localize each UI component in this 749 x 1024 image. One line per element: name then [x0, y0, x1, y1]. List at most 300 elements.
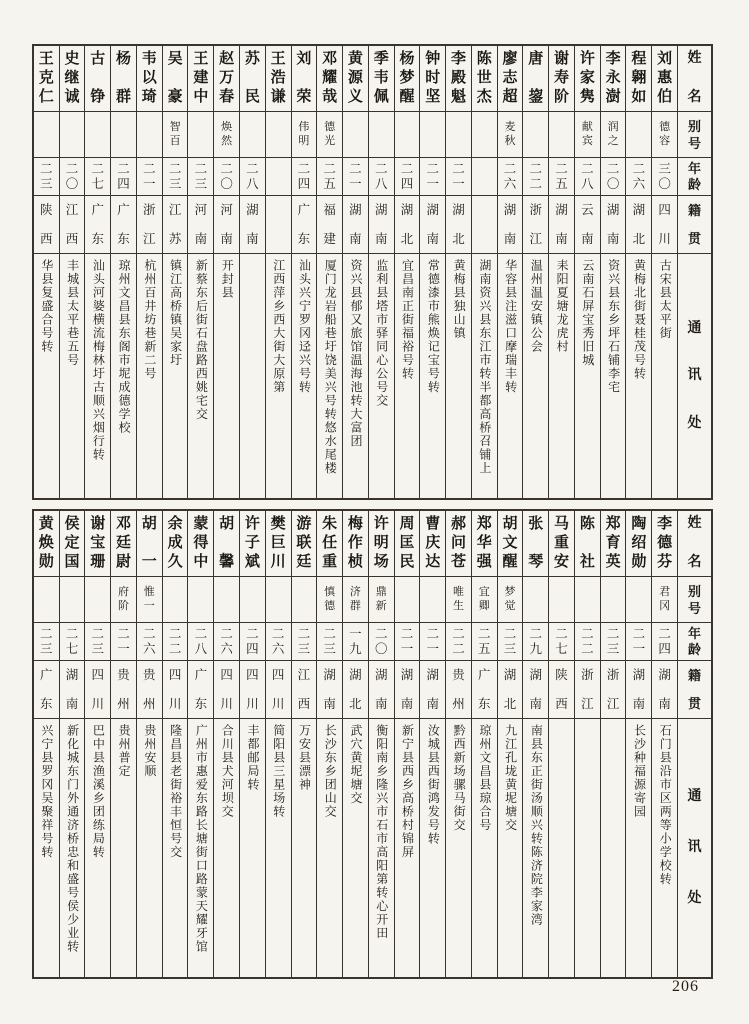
native-cell: 浙 江	[523, 196, 548, 254]
entry-column	[292, 46, 318, 498]
address-text: 湖南资兴县东江市转半都高桥召铺上	[477, 259, 492, 475]
entry-column	[626, 46, 652, 498]
entry-column	[163, 46, 189, 498]
address-cell	[266, 719, 291, 977]
name-cell: 古 铮	[85, 46, 110, 112]
native-cell: 湖 南	[60, 661, 85, 719]
name-cell: 郑 华 强	[472, 511, 497, 577]
address-cell	[34, 254, 59, 498]
name-cell: 胡 一	[137, 511, 162, 577]
native-cell: 湖 南	[652, 661, 677, 719]
address-text: 新蔡东后街石盘路西姚宅交	[194, 259, 209, 421]
age-cell: 二 一	[420, 623, 445, 661]
name-cell: 王 浩 谦	[266, 46, 291, 112]
native-cell: 湖 北	[343, 661, 368, 719]
entry-column	[188, 46, 214, 498]
age-cell: 二 一	[395, 623, 420, 661]
native-cell: 广 东	[111, 196, 136, 254]
native-cell: 江 苏	[163, 196, 188, 254]
address-cell	[188, 254, 213, 498]
alias-cell: 宜 卿	[472, 577, 497, 623]
name-cell: 陶 绍 勋	[626, 511, 651, 577]
entry-column	[652, 46, 678, 498]
address-cell	[523, 719, 548, 977]
address-text: 汝城县西街鸿发号转	[426, 724, 441, 846]
address-cell	[60, 254, 85, 498]
entry-column	[34, 46, 60, 498]
name-cell: 胡 馨	[214, 511, 239, 577]
address-cell	[601, 719, 626, 977]
address-cell	[214, 254, 239, 498]
name-cell: 杨 梦 醒	[395, 46, 420, 112]
name-cell: 黄 焕 勋	[34, 511, 59, 577]
name-cell: 韦 以 琦	[137, 46, 162, 112]
entry-column	[163, 511, 189, 977]
address-cell	[626, 254, 651, 498]
entry-column	[601, 511, 627, 977]
native-cell: 广 东	[34, 661, 59, 719]
address-cell	[626, 719, 651, 977]
address-text: 杭州百井坊巷新二号	[142, 259, 157, 381]
address-cell	[111, 719, 136, 977]
name-cell: 许 家 隽	[575, 46, 600, 112]
address-text: 厦门龙岩船巷圩饶美兴号转悠水尾楼	[323, 259, 338, 475]
native-cell: 湖 南	[317, 661, 342, 719]
native-cell: 湖 南	[420, 196, 445, 254]
address-cell	[317, 719, 342, 977]
address-cell	[85, 719, 110, 977]
address-text: 新宁县西乡高桥村锦屏	[400, 724, 415, 859]
name-cell: 谢 寿 阶	[549, 46, 574, 112]
name-cell: 周 匡 民	[395, 511, 420, 577]
address-cell	[343, 719, 368, 977]
age-cell: 二 二	[163, 623, 188, 661]
address-text: 合川县犬河坝交	[220, 724, 235, 819]
address-cell	[292, 719, 317, 977]
address-cell	[240, 719, 265, 977]
alias-cell	[420, 112, 445, 158]
name-cell: 马 重 安	[549, 511, 574, 577]
name-cell: 史 继 诚	[60, 46, 85, 112]
entry-column	[85, 46, 111, 498]
native-cell: 湖 北	[498, 661, 523, 719]
alias-cell: 智 百	[163, 112, 188, 158]
alias-cell	[34, 577, 59, 623]
header-name: 姓 名	[678, 46, 711, 112]
address-cell	[395, 719, 420, 977]
address-cell	[163, 254, 188, 498]
age-cell: 二 八	[188, 623, 213, 661]
address-text: 长沙东乡团山交	[323, 724, 338, 819]
age-cell: 二 七	[549, 623, 574, 661]
age-cell: 二 六	[214, 623, 239, 661]
entry-column	[549, 511, 575, 977]
alias-cell	[523, 112, 548, 158]
alias-cell	[395, 112, 420, 158]
address-cell	[498, 254, 523, 498]
age-cell: 二 六	[137, 623, 162, 661]
entry-column	[369, 46, 395, 498]
header-column-top	[678, 46, 711, 498]
name-cell: 陈 社	[575, 511, 600, 577]
address-text: 琼州文昌县东阁市坭成德学校	[117, 259, 132, 435]
alias-cell	[343, 112, 368, 158]
entry-column	[111, 511, 137, 977]
age-cell: 二 二	[575, 623, 600, 661]
name-cell: 胡 文 醒	[498, 511, 523, 577]
age-cell: 三 〇	[652, 158, 677, 196]
age-cell: 二 四	[292, 158, 317, 196]
address-text: 贵州安顺	[142, 724, 157, 778]
native-cell: 四 川	[214, 661, 239, 719]
register-table-bottom	[32, 509, 713, 979]
name-cell: 钟 时 坚	[420, 46, 445, 112]
alias-cell	[549, 112, 574, 158]
age-cell: 二 一	[111, 623, 136, 661]
age-cell: 二 八	[369, 158, 394, 196]
address-cell	[472, 719, 497, 977]
alias-cell: 梦 觉	[498, 577, 523, 623]
age-cell: 二 六	[626, 158, 651, 196]
native-cell: 湖 南	[498, 196, 523, 254]
header-name: 姓 名	[678, 511, 711, 577]
entry-column	[626, 511, 652, 977]
address-text: 简阳县三星场转	[271, 724, 286, 819]
address-text: 黔西新场骡马街交	[452, 724, 467, 832]
name-cell: 梅 作 桢	[343, 511, 368, 577]
alias-cell	[523, 577, 548, 623]
address-text: 丰都邮局转	[245, 724, 260, 792]
address-text: 常德漆市熊焕记宝号转	[426, 259, 441, 394]
alias-cell	[85, 112, 110, 158]
address-cell	[343, 254, 368, 498]
native-cell: 湖 南	[369, 661, 394, 719]
native-cell: 贵 州	[446, 661, 471, 719]
name-cell: 赵 万 春	[214, 46, 239, 112]
address-text: 镇江高桥镇吴家圩	[168, 259, 183, 367]
address-cell	[575, 254, 600, 498]
address-text: 汕头河婆横流梅林圩古顺兴烟行转	[91, 259, 106, 462]
entry-column	[549, 46, 575, 498]
address-text: 华容县注滋口摩瑞丰转	[503, 259, 518, 394]
address-text: 兴宁县罗冈吴聚祥号转	[39, 724, 54, 859]
alias-cell	[601, 577, 626, 623]
native-cell: 贵 州	[111, 661, 136, 719]
entry-column	[240, 46, 266, 498]
alias-cell: 德 容	[652, 112, 677, 158]
address-text: 资兴县东乡坪石铺李宅	[606, 259, 621, 394]
address-cell	[137, 254, 162, 498]
address-cell	[549, 254, 574, 498]
age-cell: 二 四	[240, 623, 265, 661]
address-text: 耒阳夏塘龙虎村	[555, 259, 570, 354]
entry-column	[395, 511, 421, 977]
name-cell: 游 联 廷	[292, 511, 317, 577]
entry-column	[317, 46, 343, 498]
age-cell: 二 四	[395, 158, 420, 196]
address-cell	[369, 719, 394, 977]
address-cell	[34, 719, 59, 977]
native-cell: 广 东	[472, 661, 497, 719]
header-contact: 通 讯 处	[687, 320, 702, 431]
address-cell	[523, 254, 548, 498]
name-cell: 黄 源 义	[343, 46, 368, 112]
age-cell: 二 二	[523, 158, 548, 196]
age-cell: 二 四	[652, 623, 677, 661]
alias-cell	[549, 577, 574, 623]
entry-column	[85, 511, 111, 977]
entry-column	[111, 46, 137, 498]
name-cell: 许 子 斌	[240, 511, 265, 577]
name-cell: 张 琴	[523, 511, 548, 577]
native-cell: 四 川	[266, 661, 291, 719]
native-cell: 浙 江	[575, 661, 600, 719]
age-cell: 二 〇	[601, 158, 626, 196]
address-text: 隆昌县老街裕丰恒号交	[168, 724, 183, 859]
alias-cell: 鼎 新	[369, 577, 394, 623]
alias-cell	[240, 112, 265, 158]
name-cell: 苏 民	[240, 46, 265, 112]
entry-column	[601, 46, 627, 498]
entry-column	[420, 46, 446, 498]
age-cell: 二 一	[626, 623, 651, 661]
age-cell: 二 五	[472, 623, 497, 661]
entry-column	[343, 46, 369, 498]
address-text: 广州市惠爱东路长塘街口路蒙天耀牙馆	[194, 724, 209, 954]
native-cell: 四 川	[85, 661, 110, 719]
address-text: 开封县	[220, 259, 235, 300]
entry-column	[420, 511, 446, 977]
age-cell: 二 九	[523, 623, 548, 661]
alias-cell	[266, 577, 291, 623]
address-cell	[420, 254, 445, 498]
age-cell: 二 三	[163, 158, 188, 196]
alias-cell	[85, 577, 110, 623]
address-text: 新化城东门外通济桥忠和盛号侯少业转	[65, 724, 80, 954]
address-text: 黄梅北街聂桂茂号转	[632, 259, 647, 381]
name-cell: 邓 耀 哉	[317, 46, 342, 112]
alias-cell: 惟 一	[137, 577, 162, 623]
header-alias: 别 号	[678, 112, 711, 158]
native-cell: 湖 南	[420, 661, 445, 719]
age-cell: 二 〇	[369, 623, 394, 661]
address-cell	[446, 254, 471, 498]
address-text: 汕头兴宁罗冈迳兴号转	[297, 259, 312, 394]
address-cell	[575, 719, 600, 977]
native-cell: 河 南	[214, 196, 239, 254]
age-cell: 二 六	[266, 623, 291, 661]
alias-cell	[420, 577, 445, 623]
native-cell: 湖 南	[240, 196, 265, 254]
age-cell: 二 一	[343, 158, 368, 196]
alias-cell	[575, 577, 600, 623]
address-cell	[549, 719, 574, 977]
native-cell: 浙 江	[137, 196, 162, 254]
age-cell: 二 三	[34, 623, 59, 661]
address-text: 石门县沿市区两等小学校转	[658, 724, 673, 886]
alias-cell: 府 阶	[111, 577, 136, 623]
native-cell: 湖 南	[395, 661, 420, 719]
native-cell: 云 南	[575, 196, 600, 254]
age-cell: 二 五	[317, 158, 342, 196]
name-cell: 吴 豪	[163, 46, 188, 112]
name-cell: 王 克 仁	[34, 46, 59, 112]
alias-cell: 济 群	[343, 577, 368, 623]
alias-cell	[163, 577, 188, 623]
age-cell: 二 三	[188, 158, 213, 196]
entry-column	[652, 511, 678, 977]
address-text: 古宋县太平街	[658, 259, 673, 340]
age-cell: 二 三	[85, 623, 110, 661]
age-cell: 二 四	[111, 158, 136, 196]
address-cell	[498, 719, 523, 977]
alias-cell	[60, 112, 85, 158]
address-text: 监利县塔市驿同心公号交	[374, 259, 389, 408]
age-cell	[266, 158, 291, 196]
tables-wrap	[32, 44, 713, 979]
age-cell: 二 一	[420, 158, 445, 196]
age-cell: 二 〇	[214, 158, 239, 196]
age-cell: 二 七	[85, 158, 110, 196]
name-cell: 刘 惠 伯	[652, 46, 677, 112]
address-cell	[395, 254, 420, 498]
alias-cell: 润 之	[601, 112, 626, 158]
native-cell: 湖 南	[626, 661, 651, 719]
name-cell: 樊 巨 川	[266, 511, 291, 577]
native-cell: 广 东	[85, 196, 110, 254]
entry-column	[137, 46, 163, 498]
header-native: 籍 贯	[678, 196, 711, 254]
age-cell: 二 七	[60, 623, 85, 661]
native-cell: 河 南	[188, 196, 213, 254]
alias-cell	[188, 577, 213, 623]
entry-column	[60, 46, 86, 498]
native-cell: 湖 南	[343, 196, 368, 254]
entry-column	[214, 46, 240, 498]
name-cell: 谢 宝 珊	[85, 511, 110, 577]
native-cell: 江 西	[60, 196, 85, 254]
header-contact: 通 讯 处	[687, 789, 702, 906]
native-cell: 四 川	[652, 196, 677, 254]
address-cell	[85, 254, 110, 498]
native-cell	[472, 196, 497, 254]
native-cell: 湖 南	[601, 196, 626, 254]
native-cell: 湖 北	[626, 196, 651, 254]
address-cell	[652, 254, 677, 498]
native-cell: 广 东	[188, 661, 213, 719]
entry-column	[395, 46, 421, 498]
address-text: 温州温安镇公会	[529, 259, 544, 354]
address-cell	[163, 719, 188, 977]
name-cell: 唐 鋆	[523, 46, 548, 112]
name-cell: 曹 庆 达	[420, 511, 445, 577]
name-cell: 朱 任 重	[317, 511, 342, 577]
header-native: 籍 贯	[678, 661, 711, 719]
name-cell: 侯 定 国	[60, 511, 85, 577]
alias-cell	[240, 577, 265, 623]
entry-column	[575, 511, 601, 977]
entry-column	[472, 511, 498, 977]
native-cell: 湖 南	[523, 661, 548, 719]
name-cell: 余 成 久	[163, 511, 188, 577]
address-text: 万安县漂神	[297, 724, 312, 792]
name-cell: 廖 志 超	[498, 46, 523, 112]
address-text: 武穴黄坭塘交	[349, 724, 364, 805]
alias-cell	[292, 577, 317, 623]
alias-cell: 献 宾	[575, 112, 600, 158]
address-cell	[214, 719, 239, 977]
age-cell: 二 〇	[60, 158, 85, 196]
name-cell: 李 殿 魁	[446, 46, 471, 112]
age-cell: 二 八	[240, 158, 265, 196]
entry-column	[240, 511, 266, 977]
address-cell	[601, 254, 626, 498]
entry-column	[523, 511, 549, 977]
entry-column	[317, 511, 343, 977]
name-cell: 蒙 得 中	[188, 511, 213, 577]
native-cell: 湖 南	[549, 196, 574, 254]
register-table-top	[32, 44, 713, 500]
entry-column	[472, 46, 498, 498]
age-cell	[472, 158, 497, 196]
age-cell: 二 一	[446, 158, 471, 196]
address-text: 九江孔垅黄坭塘交	[503, 724, 518, 832]
header-age: 年 龄	[678, 623, 711, 661]
alias-cell	[137, 112, 162, 158]
entry-column	[575, 46, 601, 498]
age-cell: 二 八	[575, 158, 600, 196]
address-cell	[266, 254, 291, 498]
age-cell: 二 一	[137, 158, 162, 196]
name-cell: 王 建 中	[188, 46, 213, 112]
alias-cell	[34, 112, 59, 158]
native-cell: 湖 北	[446, 196, 471, 254]
address-cell	[446, 719, 471, 977]
address-cell	[369, 254, 394, 498]
entry-column	[523, 46, 549, 498]
address-text: 云南石屏宝秀旧城	[580, 259, 595, 367]
alias-cell: 伟 明	[292, 112, 317, 158]
address-cell	[472, 254, 497, 498]
native-cell: 贵 州	[137, 661, 162, 719]
address-text: 宜昌南正街福裕号转	[400, 259, 415, 381]
alias-cell: 麦 秋	[498, 112, 523, 158]
native-cell: 湖 北	[395, 196, 420, 254]
entry-column	[498, 511, 524, 977]
age-cell: 二 二	[446, 623, 471, 661]
address-text: 贵州普定	[117, 724, 132, 778]
address-cell	[292, 254, 317, 498]
alias-cell	[472, 112, 497, 158]
age-cell: 二 三	[34, 158, 59, 196]
address-cell	[317, 254, 342, 498]
address-text: 衡阳南乡隆兴市石市高阳第转心开田	[374, 724, 389, 940]
alias-cell	[446, 112, 471, 158]
address-text: 长沙种福源寄园	[632, 724, 647, 819]
alias-cell	[188, 112, 213, 158]
name-cell: 陈 世 杰	[472, 46, 497, 112]
age-cell: 二 三	[317, 623, 342, 661]
entry-column	[343, 511, 369, 977]
entry-column	[34, 511, 60, 977]
alias-cell: 君 冈	[652, 577, 677, 623]
name-cell: 郝 问 苍	[446, 511, 471, 577]
alias-cell	[395, 577, 420, 623]
address-cell	[240, 254, 265, 498]
entry-column	[266, 511, 292, 977]
address-cell	[188, 719, 213, 977]
native-cell: 陕 西	[549, 661, 574, 719]
